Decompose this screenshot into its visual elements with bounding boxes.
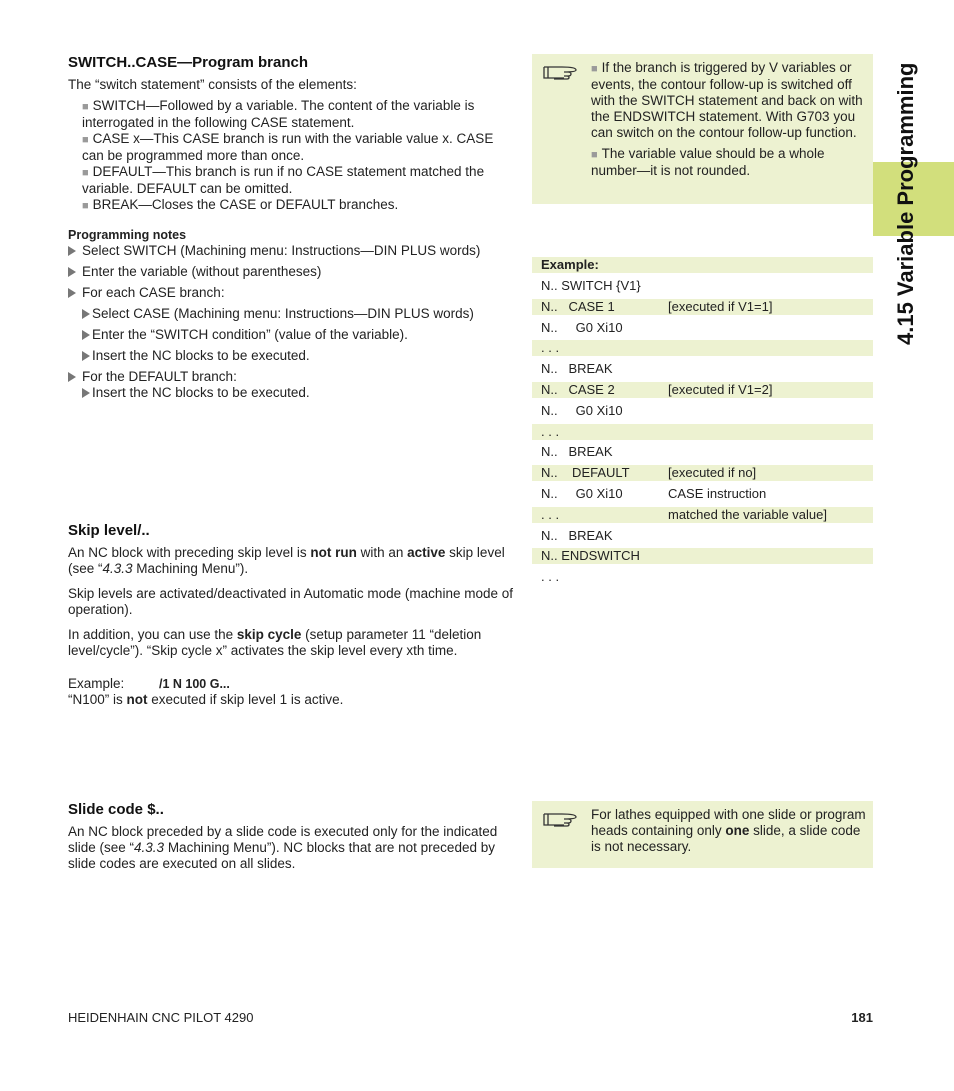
example-code: N.. G0 Xi10 (541, 486, 623, 501)
example-code: N.. G0 Xi10 (541, 403, 623, 418)
example-row (532, 569, 873, 585)
example-comment: matched the variable value] (668, 507, 827, 522)
example-row (532, 382, 873, 398)
example-code: N.. CASE 1 (541, 299, 615, 314)
square-bullet-icon: ■ (82, 101, 89, 113)
triangle-bullet-icon (82, 309, 90, 319)
triangle-bullet-icon (82, 351, 90, 361)
example-code: N.. SWITCH {V1} (541, 278, 641, 293)
example-code: . . . (541, 424, 560, 439)
triangle-bullet-icon (68, 267, 76, 277)
step-item: Select SWITCH (Machining menu: Instructions—DIN PLUS words) (68, 243, 513, 264)
example-row (532, 403, 873, 419)
square-bullet-icon: ■ (591, 63, 598, 75)
square-bullet-icon: ■ (82, 200, 89, 212)
example-row (532, 486, 873, 502)
example-code: N.. BREAK (541, 361, 613, 376)
step-subitem: Insert the NC blocks to be executed. (68, 348, 513, 369)
skip-paragraph: Skip levels are activated/deactivated in Automatic mode (machine mode of operation). (68, 586, 513, 617)
example-row (532, 320, 873, 336)
step-subitem: Insert the NC blocks to be executed. (68, 385, 513, 401)
chapter-side-title: 4.15 Variable Programming (893, 62, 918, 345)
slide-heading: Slide code $.. (68, 801, 164, 818)
skip-paragraph: “N100” is not executed if skip level 1 is active. (68, 692, 344, 707)
note-paragraph: ■ If the branch is triggered by V variables or events, the contour follow-up is switched off with the SWITCH statement and back on with the ENDSWITCH statement. With G703 you can switch on the contour follow-up function. (591, 60, 863, 140)
example-code: N.. DEFAULT (541, 465, 630, 480)
example-row (532, 299, 873, 315)
example-code: N.. CASE 2 (541, 382, 615, 397)
switch-elements (68, 98, 513, 214)
example-row (532, 507, 873, 523)
skip-heading: Skip level/.. (68, 522, 150, 539)
step-item: Enter the variable (without parentheses) (68, 264, 513, 285)
skip-example: Example: /1 N 100 G... (68, 676, 230, 691)
step-subitem: Enter the “SWITCH condition” (value of the variable). (68, 327, 513, 348)
note-box-branch (532, 54, 873, 204)
example-code: . . . (541, 569, 560, 584)
skip-section (68, 522, 513, 708)
square-bullet-icon: ■ (591, 149, 598, 161)
note-paragraph: ■ The variable value should be a whole number—it is not rounded. (591, 146, 825, 178)
skip-paragraph: In addition, you can use the skip cycle (setup parameter 11 “deletion level/cycle”). “Skip cycle x” activates the skip level every xth time. (68, 627, 482, 658)
example-code: . . . (541, 507, 560, 522)
skip-paragraph: An NC block with preceding skip level is not run with an active skip level (see “4.3.3 Machining Menu”). (68, 545, 505, 576)
switch-element: ■ CASE x—This CASE branch is run with the variable value x. CASE can be programmed more than once. (82, 131, 494, 163)
note-box-slide (532, 801, 873, 868)
square-bullet-icon: ■ (82, 167, 89, 179)
switch-element: ■ DEFAULT—This branch is run if no CASE statement matched the variable. DEFAULT can be omitted. (82, 164, 485, 196)
step-item: For the DEFAULT branch: (68, 369, 513, 385)
example-code: N.. BREAK (541, 444, 613, 459)
switch-section (68, 54, 513, 401)
pointing-hand-icon (542, 60, 578, 82)
square-bullet-icon: ■ (82, 134, 89, 146)
switch-intro: The “switch statement” consists of the elements: (68, 77, 357, 92)
example-row (532, 361, 873, 377)
step-subitem: Select CASE (Machining menu: Instructions—DIN PLUS words) (68, 306, 513, 327)
example-row (532, 278, 873, 294)
triangle-bullet-icon (68, 288, 76, 298)
slide-paragraph: An NC block preceded by a slide code is executed only for the indicated slide (see “4.3.3 Machining Menu”). NC blocks that are not preceded by slide codes are executed on all slides. (68, 824, 498, 871)
triangle-bullet-icon (82, 330, 90, 340)
example-row (532, 548, 873, 564)
example-code: . . . (541, 340, 560, 355)
triangle-bullet-icon (68, 372, 76, 382)
example-comment: [executed if V1=2] (668, 382, 773, 397)
step-item: For each CASE branch: (68, 285, 513, 306)
switch-element: ■ SWITCH—Followed by a variable. The content of the variable is interrogated in the following CASE statement. (82, 98, 475, 130)
example-code: N.. BREAK (541, 528, 613, 543)
example-code: N.. G0 Xi10 (541, 320, 623, 335)
slide-section (68, 801, 513, 872)
programming-notes-heading: Programming notes (68, 228, 187, 242)
page-number: 181 (851, 1010, 873, 1025)
triangle-bullet-icon (68, 246, 76, 256)
example-comment: [executed if no] (668, 465, 757, 480)
example-comment: [executed if V1=1] (668, 299, 773, 314)
switch-heading: SWITCH..CASE—Program branch (68, 54, 309, 71)
example-comment: CASE instruction (668, 486, 767, 501)
example-code: N.. ENDSWITCH (541, 548, 640, 563)
pointing-hand-icon (542, 807, 578, 829)
example-header: Example: (532, 257, 873, 273)
example-row (532, 340, 873, 356)
footer-title: HEIDENHAIN CNC PILOT 4290 (68, 1010, 254, 1025)
triangle-bullet-icon (82, 388, 90, 398)
example-row (532, 465, 873, 481)
example-row (532, 444, 873, 460)
switch-element: ■ BREAK—Closes the CASE or DEFAULT branches. (82, 197, 399, 212)
example-row (532, 424, 873, 440)
example-row (532, 528, 873, 544)
note-paragraph: For lathes equipped with one slide or program heads containing only one slide, a slide code is not necessary. (591, 807, 866, 854)
